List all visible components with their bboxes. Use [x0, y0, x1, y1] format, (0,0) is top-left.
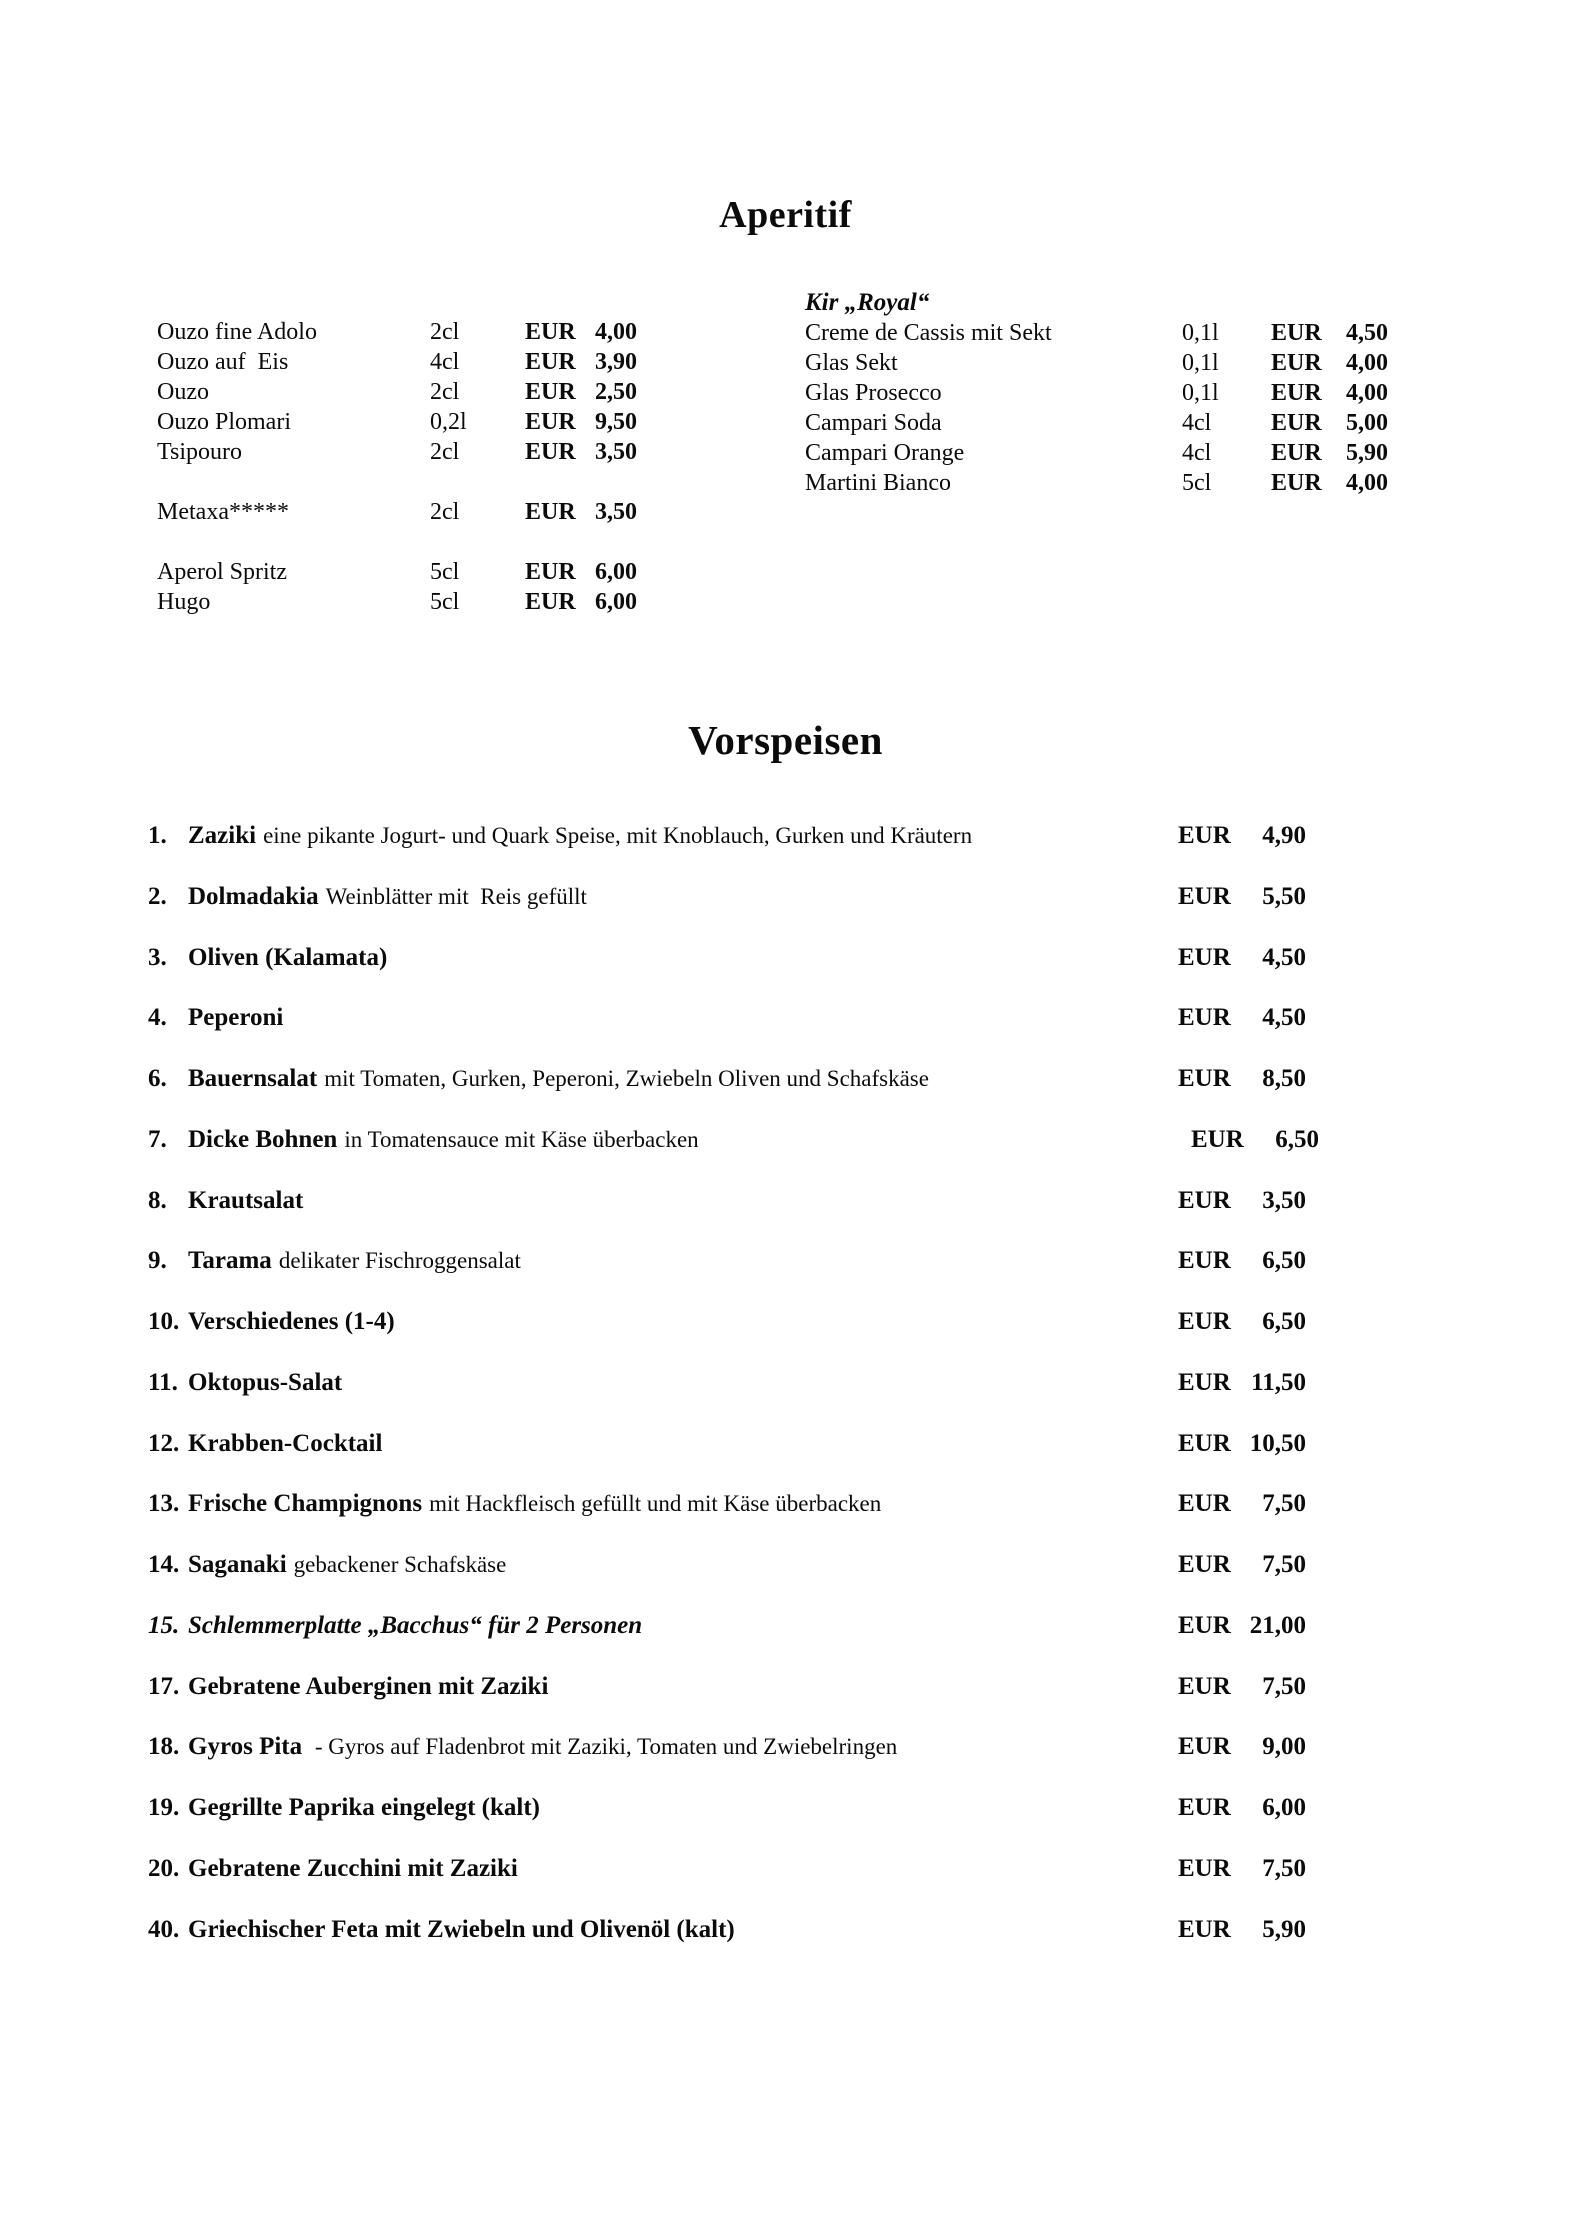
menu-item-row [148, 1049, 1328, 1110]
price-amount: 5,90 [1262, 1915, 1306, 1943]
drink-price [1271, 438, 1388, 468]
price-amount: 6,50 [1275, 1125, 1319, 1153]
item-price [1178, 1794, 1306, 1822]
currency-label: EUR [1178, 1308, 1231, 1335]
menu-item-row [148, 1535, 1328, 1596]
item-price [1178, 1612, 1306, 1640]
drink-quantity: 4cl [430, 349, 460, 375]
price-amount: 4,00 [595, 319, 637, 345]
item-number: 7. [148, 1125, 167, 1153]
item-description: gebackener Schafskäse [293, 1552, 507, 1577]
price-amount: 7,50 [1262, 1551, 1306, 1578]
currency-label: EUR [1178, 1186, 1231, 1214]
menu-item-row [148, 1596, 1328, 1657]
item-number: 1. [148, 822, 167, 849]
price-amount: 6,00 [595, 559, 637, 585]
item-description: delikater Fischroggensalat [278, 1248, 521, 1274]
currency-label: EUR [525, 319, 576, 345]
menu-item-row [148, 1717, 1328, 1778]
menu-item-row [148, 1171, 1328, 1232]
item-price [1191, 1126, 1319, 1154]
item-name: Frische Champignons [188, 1490, 423, 1518]
menu-item-row [148, 806, 1328, 867]
menu-item-row [148, 1110, 1328, 1171]
price-amount: 4,90 [1262, 822, 1306, 849]
item-price [1178, 822, 1306, 850]
drink-name: Ouzo fine Adolo [157, 319, 317, 345]
item-name: Peperoni [188, 1004, 284, 1032]
item-number: 20. [148, 1854, 180, 1882]
price-amount: 6,00 [595, 589, 637, 615]
item-description: Weinblätter mit Reis gefüllt [325, 883, 587, 909]
price-amount: 7,50 [1262, 1672, 1306, 1700]
price-amount: 4,00 [1346, 470, 1388, 496]
item-name: Bauernsalat [188, 1065, 318, 1092]
item-price [1178, 1430, 1306, 1458]
item-name: Krabben-Cocktail [188, 1429, 383, 1457]
item-price [1178, 1308, 1306, 1336]
menu-row [805, 318, 1389, 348]
price-amount: 2,50 [595, 379, 637, 405]
item-number: 14. [148, 1551, 180, 1578]
item-price [1178, 1065, 1306, 1093]
drink-name: Ouzo auf Eis [157, 349, 289, 375]
item-price [1178, 1733, 1306, 1761]
item-price [1178, 1673, 1306, 1701]
vorspeisen-section-title: Vorspeisen [688, 717, 883, 763]
currency-label: EUR [1271, 470, 1322, 496]
drink-quantity: 4cl [1182, 440, 1212, 466]
item-price [1178, 1187, 1306, 1215]
item-description: mit Hackfleisch gefüllt und mit Käse überbacken [429, 1491, 882, 1517]
drink-price [525, 347, 637, 377]
drink-quantity: 5cl [1182, 470, 1212, 496]
item-description: - Gyros auf Fladenbrot mit Zaziki, Tomaten und Zwiebelringen [309, 1734, 898, 1760]
drink-quantity: 0,1l [1182, 380, 1219, 406]
currency-label: EUR [1178, 1065, 1231, 1092]
item-description: mit Tomaten, Gurken, Peperoni, Zwiebeln Oliven und Schafskäse [324, 1066, 929, 1091]
menu-item-row [148, 1474, 1328, 1535]
item-name: Gebratene Zucchini mit Zaziki [188, 1854, 518, 1882]
price-amount: 5,90 [1346, 440, 1388, 466]
item-name: Verschiedenes (1-4) [188, 1308, 395, 1335]
item-price [1178, 1916, 1306, 1944]
currency-label: EUR [1178, 1854, 1231, 1882]
menu-row [157, 377, 639, 407]
menu-row [157, 317, 639, 347]
menu-row [157, 497, 639, 527]
menu-row [157, 407, 639, 437]
item-price [1178, 1551, 1306, 1579]
currency-label: EUR [1178, 1368, 1231, 1396]
menu-row [805, 468, 1389, 498]
currency-label: EUR [1271, 350, 1322, 376]
item-description: eine pikante Jogurt- und Quark Speise, mit Knoblauch, Gurken und Kräutern [263, 823, 973, 848]
item-number: 2. [148, 882, 167, 910]
drink-name: Creme de Cassis mit Sekt [805, 320, 1052, 346]
drink-name: Ouzo [157, 379, 209, 405]
drink-name: Glas Prosecco [805, 380, 942, 406]
kir-royal-heading: Kir „Royal“ [805, 289, 930, 316]
drink-name: Ouzo Plomari [157, 409, 291, 435]
currency-label: EUR [1178, 1915, 1231, 1943]
drink-price [1271, 378, 1388, 408]
drink-quantity: 5cl [430, 589, 460, 615]
menu-item-row [148, 1353, 1328, 1414]
currency-label: EUR [525, 499, 576, 525]
drink-quantity: 2cl [430, 319, 460, 345]
item-name: Oktopus-Salat [188, 1368, 343, 1396]
price-amount: 10,50 [1249, 1429, 1306, 1457]
price-amount: 6,00 [1262, 1794, 1306, 1821]
aperitif-section-title: Aperitif [719, 194, 852, 236]
drink-quantity: 0,1l [1182, 320, 1219, 346]
drink-price [1271, 318, 1388, 348]
currency-label: EUR [1178, 1247, 1231, 1275]
drink-quantity: 0,1l [1182, 350, 1219, 376]
item-number: 18. [148, 1733, 180, 1761]
currency-label: EUR [1178, 1611, 1231, 1639]
item-name: Oliven (Kalamata) [188, 943, 388, 971]
drink-price [1271, 468, 1388, 498]
drink-name: Campari Orange [805, 440, 965, 466]
item-name: Gebratene Auberginen mit Zaziki [188, 1672, 549, 1700]
aperitif-right-column [805, 288, 1389, 498]
price-amount: 3,50 [595, 439, 637, 465]
menu-row [157, 437, 639, 467]
item-price [1178, 944, 1306, 972]
price-amount: 7,50 [1262, 1854, 1306, 1882]
menu-row [157, 557, 639, 587]
currency-label: EUR [525, 409, 576, 435]
drink-quantity: 5cl [430, 559, 460, 585]
price-amount: 5,50 [1262, 882, 1306, 910]
drink-name: Glas Sekt [805, 350, 898, 376]
menu-item-row [148, 1657, 1328, 1718]
item-price [1178, 883, 1306, 911]
price-amount: 21,00 [1249, 1611, 1306, 1639]
drink-name: Tsipouro [157, 439, 242, 465]
aperitif-left-column [157, 317, 639, 617]
currency-label: EUR [1271, 440, 1322, 466]
item-number: 17. [148, 1672, 180, 1700]
menu-row [805, 408, 1389, 438]
drink-price [525, 377, 637, 407]
currency-label: EUR [525, 349, 576, 375]
item-number: 12. [148, 1429, 180, 1457]
drink-quantity: 0,2l [430, 409, 467, 435]
price-amount: 8,50 [1262, 1065, 1306, 1092]
item-price [1178, 1247, 1306, 1275]
price-amount: 3,50 [1262, 1186, 1306, 1214]
currency-label: EUR [1271, 320, 1322, 346]
currency-label: EUR [1271, 380, 1322, 406]
currency-label: EUR [1178, 882, 1231, 910]
drink-price [525, 407, 637, 437]
aperitif-ouzo-group [157, 317, 639, 467]
item-price [1178, 1490, 1306, 1518]
price-amount: 4,00 [1346, 380, 1388, 406]
menu-item-row [148, 1778, 1328, 1839]
item-number: 10. [148, 1308, 180, 1335]
currency-label: EUR [1178, 1490, 1231, 1518]
drink-name: Martini Bianco [805, 470, 951, 496]
currency-label: EUR [525, 589, 576, 615]
menu-item-row [148, 1900, 1328, 1961]
item-name: Gegrillte Paprika eingelegt (kalt) [188, 1794, 541, 1821]
currency-label: EUR [1178, 822, 1231, 849]
currency-label: EUR [525, 439, 576, 465]
drink-price [525, 587, 637, 617]
drink-quantity: 4cl [1182, 410, 1212, 436]
aperitif-right-group [805, 318, 1389, 498]
item-price [1178, 1855, 1306, 1883]
drink-price [525, 557, 637, 587]
item-price [1178, 1004, 1306, 1032]
currency-label: EUR [1191, 1125, 1244, 1153]
drink-price [525, 497, 637, 527]
menu-row [805, 438, 1389, 468]
price-amount: 5,00 [1346, 410, 1388, 436]
currency-label: EUR [1178, 943, 1231, 971]
price-amount: 6,50 [1262, 1308, 1306, 1335]
drink-price [525, 317, 637, 347]
price-amount: 9,00 [1262, 1733, 1306, 1761]
price-amount: 11,50 [1251, 1368, 1306, 1396]
item-name: Zaziki [188, 822, 257, 849]
item-description: in Tomatensauce mit Käse überbacken [344, 1126, 699, 1152]
drink-name: Metaxa***** [157, 499, 289, 525]
currency-label: EUR [1178, 1551, 1231, 1578]
item-name: Tarama [188, 1247, 272, 1275]
menu-item-row [148, 928, 1328, 989]
item-name: Schlemmerplatte „Bacchus“ für 2 Personen [188, 1611, 643, 1639]
item-number: 40. [148, 1915, 180, 1943]
menu-row [805, 378, 1389, 408]
item-number: 13. [148, 1490, 180, 1518]
price-amount: 7,50 [1262, 1490, 1306, 1518]
price-amount: 9,50 [595, 409, 637, 435]
menu-item-row [148, 988, 1328, 1049]
currency-label: EUR [525, 559, 576, 585]
currency-label: EUR [1178, 1429, 1231, 1457]
item-name: Gyros Pita [188, 1733, 303, 1761]
drink-name: Campari Soda [805, 410, 942, 436]
menu-item-row [148, 1839, 1328, 1900]
price-amount: 3,50 [595, 499, 637, 525]
price-amount: 4,50 [1262, 943, 1306, 971]
drink-name: Aperol Spritz [157, 559, 287, 585]
currency-label: EUR [1178, 1004, 1231, 1032]
menu-item-row [148, 1231, 1328, 1292]
price-amount: 4,00 [1346, 350, 1388, 376]
drink-price [1271, 348, 1388, 378]
drink-price [1271, 408, 1388, 438]
drink-quantity: 2cl [430, 499, 460, 525]
vorspeisen-item-list [148, 806, 1328, 1960]
menu-row [805, 348, 1389, 378]
menu-item-row [148, 1292, 1328, 1353]
item-name: Dolmadakia [188, 882, 319, 910]
drink-name: Hugo [157, 589, 211, 615]
menu-item-row [148, 1414, 1328, 1475]
currency-label: EUR [1178, 1733, 1231, 1761]
item-number: 15. [148, 1611, 180, 1639]
item-number: 3. [148, 943, 167, 971]
aperitif-metaxa-group [157, 497, 639, 527]
item-number: 11. [148, 1368, 178, 1396]
currency-label: EUR [1178, 1794, 1231, 1821]
currency-label: EUR [1271, 410, 1322, 436]
item-number: 19. [148, 1794, 180, 1821]
item-number: 9. [148, 1247, 167, 1275]
price-amount: 4,50 [1346, 320, 1388, 346]
item-number: 4. [148, 1004, 167, 1032]
item-name: Krautsalat [188, 1186, 304, 1214]
item-name: Dicke Bohnen [188, 1125, 338, 1153]
menu-row [157, 347, 639, 377]
aperitif-spritz-group [157, 557, 639, 617]
currency-label: EUR [525, 379, 576, 405]
item-price [1178, 1369, 1306, 1397]
drink-quantity: 2cl [430, 439, 460, 465]
currency-label: EUR [1178, 1672, 1231, 1700]
price-amount: 4,50 [1262, 1004, 1306, 1032]
drink-price [525, 437, 637, 467]
item-number: 6. [148, 1065, 167, 1092]
menu-row [157, 587, 639, 617]
item-number: 8. [148, 1186, 167, 1214]
price-amount: 3,90 [595, 349, 637, 375]
item-name: Saganaki [188, 1551, 287, 1578]
price-amount: 6,50 [1262, 1247, 1306, 1275]
item-name: Griechischer Feta mit Zwiebeln und Olivenöl (kalt) [188, 1915, 735, 1943]
drink-quantity: 2cl [430, 379, 460, 405]
menu-item-row [148, 867, 1328, 928]
